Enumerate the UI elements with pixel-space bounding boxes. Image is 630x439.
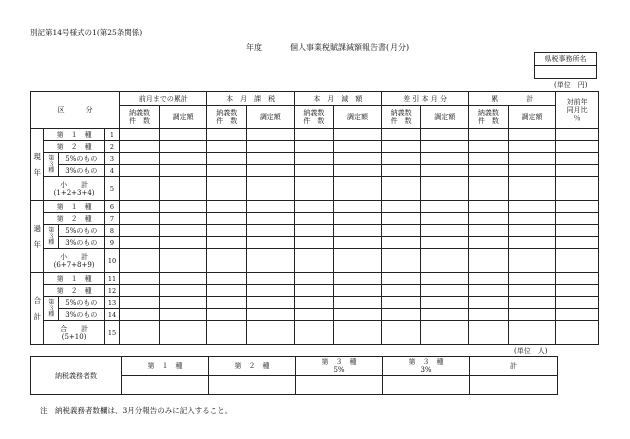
data-cell[interactable] [246, 213, 294, 225]
row-number: 3 [104, 153, 120, 165]
group-header-0: 前月までの累計 [120, 92, 207, 106]
data-cell[interactable] [294, 237, 333, 249]
data-cell[interactable] [294, 285, 333, 297]
data-cell[interactable] [469, 237, 508, 249]
data-cell[interactable] [159, 321, 207, 345]
row-number: 5 [104, 177, 120, 201]
sub-header-amount-4: 調定額 [508, 106, 556, 129]
data-cell[interactable] [120, 225, 159, 237]
data-cell[interactable] [159, 249, 207, 273]
data-cell[interactable] [207, 213, 246, 225]
data-cell[interactable] [556, 177, 599, 201]
data-cell[interactable] [120, 177, 159, 201]
row-label: 第 １ 種 [44, 273, 104, 285]
data-cell[interactable] [334, 309, 382, 321]
sub-header-count-1: 納義数 件 数 [207, 106, 246, 129]
data-cell[interactable] [294, 129, 333, 141]
data-cell[interactable] [508, 249, 556, 273]
ratio-header: 対前年 同月比 ％ [556, 92, 599, 129]
data-cell[interactable] [381, 249, 420, 273]
unit-person: (単位 人) [514, 347, 548, 355]
taxpayer-header-type1: 第 １ 種 [122, 357, 209, 376]
row-number: 4 [104, 165, 120, 177]
data-cell[interactable] [556, 297, 599, 309]
data-cell[interactable] [556, 141, 599, 153]
row-label: 第 ２ 種 [44, 141, 104, 153]
data-cell[interactable] [120, 153, 159, 165]
data-cell[interactable] [334, 297, 382, 309]
data-cell[interactable] [159, 225, 207, 237]
data-cell[interactable] [421, 225, 469, 237]
taxpayer-header-type2: 第 ２ 種 [209, 357, 296, 376]
taxpayer-cell-type2[interactable] [209, 376, 296, 395]
data-cell[interactable] [120, 273, 159, 285]
data-cell[interactable] [207, 225, 246, 237]
row-label: 3%のもの [59, 165, 105, 177]
data-cell[interactable] [334, 249, 382, 273]
data-cell[interactable] [556, 225, 599, 237]
data-cell[interactable] [334, 129, 382, 141]
data-cell[interactable] [381, 309, 420, 321]
form-reference: 別記第14号様式の1(第25条関係) [30, 28, 143, 37]
section-label-2: 合 計 [31, 273, 44, 345]
row-number: 12 [104, 285, 120, 297]
data-cell[interactable] [508, 237, 556, 249]
data-cell[interactable] [159, 309, 207, 321]
data-cell[interactable] [508, 213, 556, 225]
main-report-table [30, 91, 599, 345]
data-cell[interactable] [469, 273, 508, 285]
group-header-1: 本 月 課 税 [207, 92, 294, 106]
data-cell[interactable] [469, 153, 508, 165]
row-number: 7 [104, 213, 120, 225]
data-cell[interactable] [508, 201, 556, 213]
taxpayer-cell-total[interactable] [470, 376, 558, 395]
data-cell[interactable] [421, 153, 469, 165]
data-cell[interactable] [421, 237, 469, 249]
data-cell[interactable] [421, 309, 469, 321]
data-cell[interactable] [120, 237, 159, 249]
data-cell[interactable] [469, 213, 508, 225]
title-year-label: 年度 [246, 43, 262, 52]
data-cell[interactable] [207, 249, 246, 273]
taxpayer-header-type3-5pct: 第 ３ 種 5% [296, 357, 383, 376]
taxpayer-cell-type3-5pct[interactable] [296, 376, 383, 395]
type3-label: 第 ３ 種 [44, 153, 59, 177]
sub-header-count-3: 納義数 件 数 [381, 106, 420, 129]
data-cell[interactable] [246, 273, 294, 285]
subtotal-label: 小 計 (6+7+8+9) [44, 249, 104, 273]
data-cell[interactable] [207, 129, 246, 141]
data-cell[interactable] [246, 237, 294, 249]
data-cell[interactable] [246, 141, 294, 153]
data-cell[interactable] [294, 177, 333, 201]
row-label: 3%のもの [59, 309, 105, 321]
data-cell[interactable] [159, 273, 207, 285]
data-cell[interactable] [556, 249, 599, 273]
taxpayer-count-label: 納税義務者数 [31, 357, 122, 395]
data-cell[interactable] [556, 201, 599, 213]
row-label: 第 １ 種 [44, 129, 104, 141]
data-cell[interactable] [556, 129, 599, 141]
row-number: 13 [104, 297, 120, 309]
data-cell[interactable] [381, 225, 420, 237]
row-label: 第 １ 種 [44, 201, 104, 213]
office-label: 県税事務所名 [535, 53, 597, 66]
data-cell[interactable] [120, 141, 159, 153]
data-cell[interactable] [246, 201, 294, 213]
row-number: 6 [104, 201, 120, 213]
data-cell[interactable] [246, 309, 294, 321]
data-cell[interactable] [334, 225, 382, 237]
data-cell[interactable] [508, 165, 556, 177]
data-cell[interactable] [469, 225, 508, 237]
data-cell[interactable] [120, 321, 159, 345]
data-cell[interactable] [334, 273, 382, 285]
data-cell[interactable] [381, 321, 420, 345]
data-cell[interactable] [294, 213, 333, 225]
data-cell[interactable] [207, 321, 246, 345]
data-cell[interactable] [120, 213, 159, 225]
data-cell[interactable] [246, 249, 294, 273]
data-cell[interactable] [421, 321, 469, 345]
data-cell[interactable] [294, 297, 333, 309]
data-cell[interactable] [421, 201, 469, 213]
data-cell[interactable] [207, 297, 246, 309]
row-number: 15 [104, 321, 120, 345]
data-cell[interactable] [508, 153, 556, 165]
data-cell[interactable] [207, 141, 246, 153]
data-cell[interactable] [334, 201, 382, 213]
footnote: 注 納税義務者数欄は、3月分報告のみに記入すること。 [40, 406, 233, 415]
data-cell[interactable] [469, 201, 508, 213]
data-cell[interactable] [556, 321, 599, 345]
data-cell[interactable] [381, 213, 420, 225]
data-cell[interactable] [120, 249, 159, 273]
data-cell[interactable] [159, 165, 207, 177]
sub-header-amount-2: 調定額 [334, 106, 382, 129]
data-cell[interactable] [381, 201, 420, 213]
data-cell[interactable] [421, 297, 469, 309]
office-name-field[interactable] [535, 66, 597, 79]
data-cell[interactable] [246, 177, 294, 201]
section-label-1: 過 年 [31, 201, 44, 273]
type3-label: 第 ３ 種 [44, 297, 59, 321]
data-cell[interactable] [294, 321, 333, 345]
data-cell[interactable] [508, 141, 556, 153]
data-cell[interactable] [246, 225, 294, 237]
data-cell[interactable] [421, 213, 469, 225]
data-cell[interactable] [421, 273, 469, 285]
data-cell[interactable] [421, 177, 469, 201]
data-cell[interactable] [381, 285, 420, 297]
type3-label: 第 ３ 種 [44, 225, 59, 249]
data-cell[interactable] [556, 237, 599, 249]
data-cell[interactable] [556, 153, 599, 165]
title-month-label: 月分) [390, 43, 410, 52]
data-cell[interactable] [294, 165, 333, 177]
data-cell[interactable] [556, 285, 599, 297]
data-cell[interactable] [469, 177, 508, 201]
row-number: 1 [104, 129, 120, 141]
data-cell[interactable] [120, 309, 159, 321]
data-cell[interactable] [334, 177, 382, 201]
data-cell[interactable] [207, 237, 246, 249]
data-cell[interactable] [120, 129, 159, 141]
data-cell[interactable] [159, 201, 207, 213]
taxpayer-cell-type1[interactable] [122, 376, 209, 395]
data-cell[interactable] [508, 225, 556, 237]
data-cell[interactable] [207, 165, 246, 177]
data-cell[interactable] [159, 213, 207, 225]
data-cell[interactable] [556, 273, 599, 285]
row-label: 第 ２ 種 [44, 213, 104, 225]
row-number: 11 [104, 273, 120, 285]
data-cell[interactable] [120, 201, 159, 213]
data-cell[interactable] [508, 297, 556, 309]
data-cell[interactable] [294, 201, 333, 213]
taxpayer-cell-type3-3pct[interactable] [383, 376, 470, 395]
data-cell[interactable] [469, 297, 508, 309]
data-cell[interactable] [246, 321, 294, 345]
data-cell[interactable] [207, 177, 246, 201]
office-box [534, 52, 597, 79]
row-number: 10 [104, 249, 120, 273]
group-header-2: 本 月 減 額 [294, 92, 381, 106]
data-cell[interactable] [469, 285, 508, 297]
taxpayer-table [30, 356, 558, 395]
data-cell[interactable] [334, 141, 382, 153]
row-label: 5%のもの [59, 225, 105, 237]
sub-header-count-2: 納義数 件 数 [294, 106, 333, 129]
page-title: 個人事業税賦課減額報告書( [290, 43, 390, 52]
data-cell[interactable] [381, 165, 420, 177]
row-number: 8 [104, 225, 120, 237]
data-cell[interactable] [334, 153, 382, 165]
data-cell[interactable] [294, 309, 333, 321]
data-cell[interactable] [294, 249, 333, 273]
data-cell[interactable] [556, 213, 599, 225]
data-cell[interactable] [294, 273, 333, 285]
sub-header-amount-0: 調定額 [159, 106, 207, 129]
taxpayer-header-total: 計 [470, 357, 558, 376]
kubun-header: 区 分 [31, 92, 120, 129]
data-cell[interactable] [469, 309, 508, 321]
data-cell[interactable] [120, 297, 159, 309]
data-cell[interactable] [556, 165, 599, 177]
data-cell[interactable] [334, 213, 382, 225]
group-header-4: 累 計 [469, 92, 556, 106]
data-cell[interactable] [334, 321, 382, 345]
unit-yen: (単位 円) [554, 81, 588, 89]
sub-header-count-0: 納義数 件 数 [120, 106, 159, 129]
subtotal-label: 小 計 (1+2+3+4) [44, 177, 104, 201]
data-cell[interactable] [246, 129, 294, 141]
data-cell[interactable] [207, 201, 246, 213]
data-cell[interactable] [381, 153, 420, 165]
data-cell[interactable] [421, 285, 469, 297]
row-label: 5%のもの [59, 153, 105, 165]
taxpayer-header-type3-3pct: 第 ３ 種 3% [383, 357, 470, 376]
data-cell[interactable] [334, 237, 382, 249]
data-cell[interactable] [120, 285, 159, 297]
data-cell[interactable] [207, 273, 246, 285]
data-cell[interactable] [508, 309, 556, 321]
section-label-0: 現 年 [31, 129, 44, 201]
data-cell[interactable] [508, 129, 556, 141]
data-cell[interactable] [469, 129, 508, 141]
data-cell[interactable] [421, 165, 469, 177]
sub-header-amount-1: 調定額 [246, 106, 294, 129]
data-cell[interactable] [159, 141, 207, 153]
data-cell[interactable] [207, 309, 246, 321]
data-cell[interactable] [469, 249, 508, 273]
data-cell[interactable] [469, 141, 508, 153]
data-cell[interactable] [421, 141, 469, 153]
data-cell[interactable] [294, 141, 333, 153]
data-cell[interactable] [469, 321, 508, 345]
data-cell[interactable] [508, 273, 556, 285]
data-cell[interactable] [120, 165, 159, 177]
data-cell[interactable] [421, 129, 469, 141]
data-cell[interactable] [246, 297, 294, 309]
data-cell[interactable] [159, 297, 207, 309]
row-number: 14 [104, 309, 120, 321]
data-cell[interactable] [508, 321, 556, 345]
data-cell[interactable] [159, 285, 207, 297]
data-cell[interactable] [294, 225, 333, 237]
row-label: 第 ２ 種 [44, 285, 104, 297]
data-cell[interactable] [469, 165, 508, 177]
data-cell[interactable] [334, 285, 382, 297]
data-cell[interactable] [246, 285, 294, 297]
row-label: 5%のもの [59, 297, 105, 309]
data-cell[interactable] [159, 237, 207, 249]
data-cell[interactable] [381, 237, 420, 249]
group-header-3: 差 引 本 月 分 [381, 92, 468, 106]
data-cell[interactable] [159, 129, 207, 141]
data-cell[interactable] [159, 153, 207, 165]
data-cell[interactable] [508, 177, 556, 201]
data-cell[interactable] [556, 309, 599, 321]
data-cell[interactable] [381, 273, 420, 285]
data-cell[interactable] [246, 153, 294, 165]
data-cell[interactable] [508, 285, 556, 297]
row-number: 9 [104, 237, 120, 249]
row-label: 3%のもの [59, 237, 105, 249]
subtotal-label: 合 計 (5+10) [44, 321, 104, 345]
data-cell[interactable] [421, 249, 469, 273]
sub-header-amount-3: 調定額 [421, 106, 469, 129]
row-number: 2 [104, 141, 120, 153]
data-cell[interactable] [294, 153, 333, 165]
data-cell[interactable] [381, 141, 420, 153]
data-cell[interactable] [381, 297, 420, 309]
data-cell[interactable] [381, 177, 420, 201]
data-cell[interactable] [334, 165, 382, 177]
data-cell[interactable] [207, 285, 246, 297]
data-cell[interactable] [207, 153, 246, 165]
sub-header-count-4: 納義数 件 数 [469, 106, 508, 129]
data-cell[interactable] [381, 129, 420, 141]
data-cell[interactable] [246, 165, 294, 177]
data-cell[interactable] [159, 177, 207, 201]
